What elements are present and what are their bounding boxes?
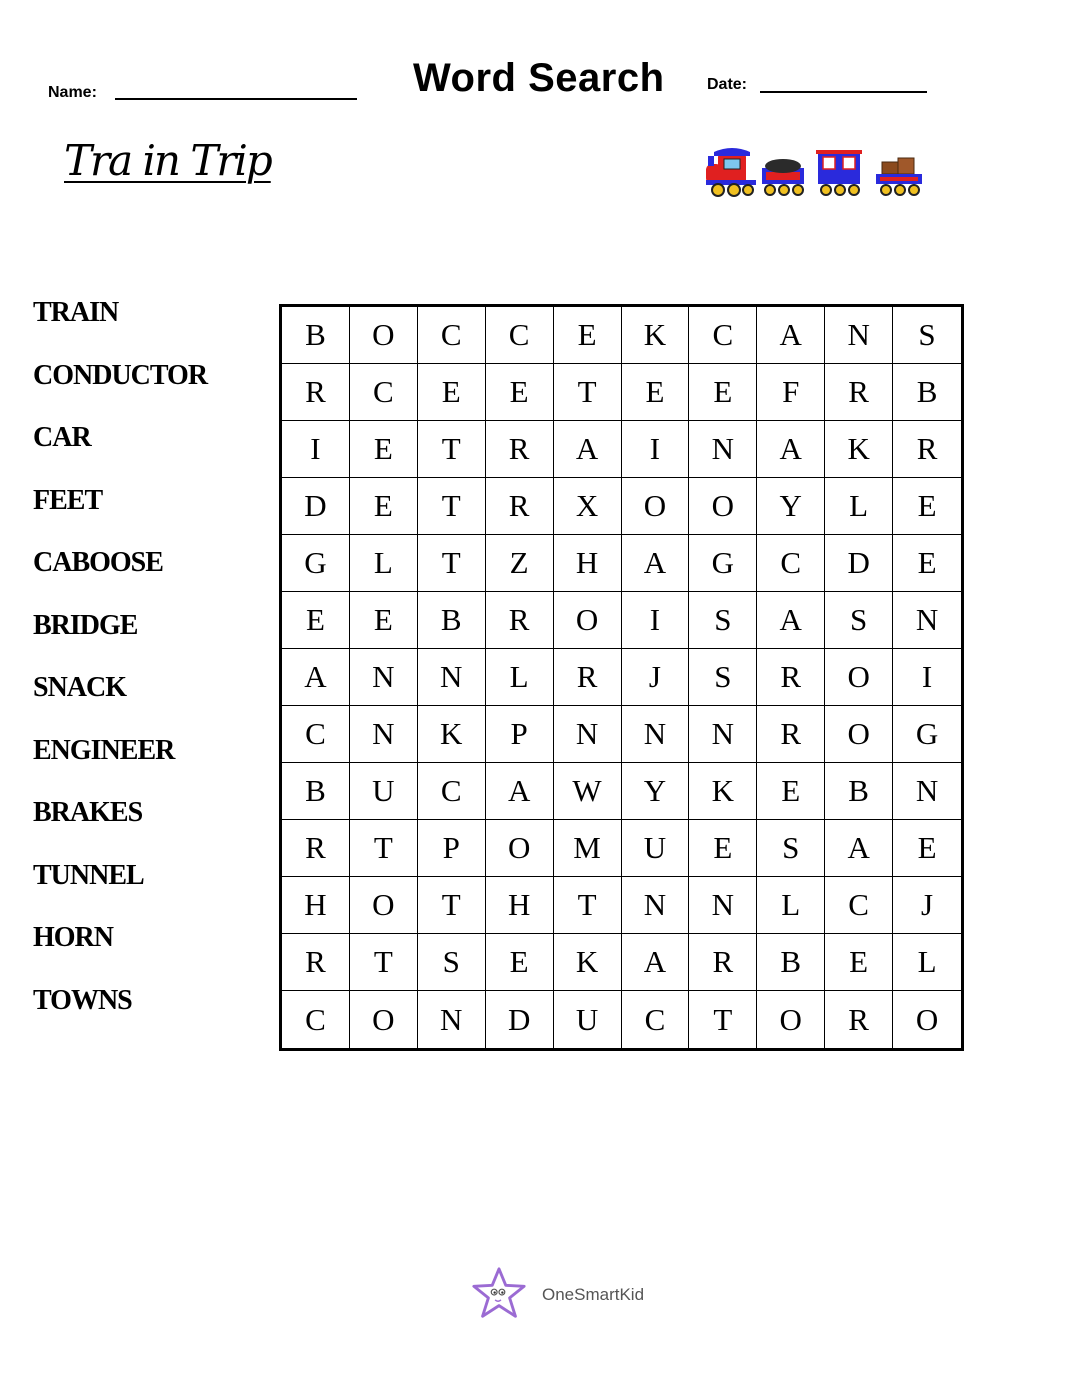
grid-cell: E (689, 364, 757, 421)
grid-cell: E (893, 478, 961, 535)
grid-cell: T (418, 421, 486, 478)
word-list-item: FEET (33, 484, 103, 516)
grid-cell: E (689, 820, 757, 877)
grid-cell: R (282, 820, 350, 877)
grid-cell: E (893, 820, 961, 877)
word-search-grid (279, 304, 964, 1051)
grid-cell: E (486, 934, 554, 991)
grid-cell: A (757, 592, 825, 649)
grid-cell: H (486, 877, 554, 934)
grid-cell: R (486, 592, 554, 649)
grid-cell: L (350, 535, 418, 592)
grid-cell: L (757, 877, 825, 934)
grid-cell: C (418, 307, 486, 364)
date-line (760, 91, 927, 93)
grid-cell: D (282, 478, 350, 535)
grid-cell: A (825, 820, 893, 877)
grid-cell: B (418, 592, 486, 649)
grid-cell: C (486, 307, 554, 364)
grid-cell: C (622, 991, 690, 1048)
word-list-item: BRAKES (33, 797, 143, 828)
word-list-item: CAR (33, 422, 91, 453)
grid-cell: T (689, 991, 757, 1048)
grid-cell: A (622, 934, 690, 991)
grid-cell: U (350, 763, 418, 820)
grid-cell: A (486, 763, 554, 820)
grid-cell: J (893, 877, 961, 934)
grid-cell: X (554, 478, 622, 535)
word-list-item: TRAIN (33, 297, 119, 328)
grid-cell: E (350, 592, 418, 649)
grid-cell: W (554, 763, 622, 820)
grid-cell: J (622, 649, 690, 706)
grid-cell: A (757, 307, 825, 364)
grid-cell: K (554, 934, 622, 991)
grid-cell: K (689, 763, 757, 820)
grid-cell: G (893, 706, 961, 763)
grid-cell: E (554, 307, 622, 364)
name-line (115, 98, 357, 100)
grid-cell: K (825, 421, 893, 478)
grid-cell: R (825, 991, 893, 1048)
grid-cell: L (893, 934, 961, 991)
grid-cell: A (622, 535, 690, 592)
grid-cell: D (486, 991, 554, 1048)
grid-cell: R (486, 421, 554, 478)
grid-cell: D (825, 535, 893, 592)
name-label: Name: (48, 84, 97, 101)
grid-cell: R (757, 706, 825, 763)
grid-cell: E (350, 478, 418, 535)
grid-cell: H (282, 877, 350, 934)
grid-cell: R (689, 934, 757, 991)
grid-cell: N (689, 877, 757, 934)
grid-cell: E (418, 364, 486, 421)
grid-cell: R (757, 649, 825, 706)
word-list (33, 296, 207, 1046)
word-list-item: BRIDGE (33, 609, 138, 641)
grid-cell: O (825, 706, 893, 763)
train-icon (704, 142, 924, 202)
grid-cell: R (893, 421, 961, 478)
grid-cell: N (418, 991, 486, 1048)
grid-cell: B (282, 307, 350, 364)
grid-cell: O (757, 991, 825, 1048)
grid-cell: I (622, 421, 690, 478)
grid-cell: O (350, 877, 418, 934)
grid-cell: O (350, 307, 418, 364)
grid-cell: G (282, 535, 350, 592)
grid-cell: L (825, 478, 893, 535)
grid-cell: N (689, 706, 757, 763)
grid-cell: C (350, 364, 418, 421)
grid-cell: E (622, 364, 690, 421)
word-list-item: TOWNS (33, 984, 132, 1016)
grid-cell: C (689, 307, 757, 364)
grid-cell: N (350, 706, 418, 763)
grid-cell: A (554, 421, 622, 478)
grid-cell: T (554, 877, 622, 934)
page-title: Word Search (413, 56, 665, 100)
grid-cell: O (486, 820, 554, 877)
word-list-item: CONDUCTOR (33, 359, 208, 391)
grid-cell: A (757, 421, 825, 478)
grid-cell: R (486, 478, 554, 535)
word-list-item: SNACK (33, 672, 127, 703)
grid-cell: T (418, 535, 486, 592)
star-mascot-icon (470, 1266, 528, 1324)
grid-cell: O (554, 592, 622, 649)
grid-cell: T (350, 934, 418, 991)
date-label: Date: (707, 76, 748, 93)
grid-cell: N (622, 877, 690, 934)
grid-cell: U (554, 991, 622, 1048)
grid-cell: U (622, 820, 690, 877)
grid-cell: Y (622, 763, 690, 820)
grid-cell: S (689, 592, 757, 649)
grid-cell: T (418, 877, 486, 934)
grid-cell: P (418, 820, 486, 877)
grid-cell: O (622, 478, 690, 535)
grid-cell: B (825, 763, 893, 820)
grid-cell: Y (757, 478, 825, 535)
word-list-item: CABOOSE (33, 547, 163, 578)
grid-cell: H (554, 535, 622, 592)
word-list-item: TUNNEL (33, 859, 144, 891)
grid-cell: B (893, 364, 961, 421)
grid-cell: N (622, 706, 690, 763)
grid-cell: C (282, 991, 350, 1048)
grid-cell: T (418, 478, 486, 535)
grid-cell: I (893, 649, 961, 706)
grid-cell: S (825, 592, 893, 649)
grid-cell: I (282, 421, 350, 478)
engine-icon (706, 148, 756, 196)
grid-cell: E (893, 535, 961, 592)
grid-cell: R (282, 934, 350, 991)
grid-cell: S (418, 934, 486, 991)
grid-cell: L (486, 649, 554, 706)
brand-footer (470, 1266, 644, 1324)
grid-cell: E (282, 592, 350, 649)
grid-cell: E (486, 364, 554, 421)
grid-cell: A (282, 649, 350, 706)
grid-cell: K (418, 706, 486, 763)
grid-cell: B (757, 934, 825, 991)
grid-cell: O (825, 649, 893, 706)
grid-cell: T (350, 820, 418, 877)
grid-cell: S (893, 307, 961, 364)
grid-cell: K (622, 307, 690, 364)
grid-cell: I (622, 592, 690, 649)
grid-cell: S (757, 820, 825, 877)
grid-cell: E (825, 934, 893, 991)
grid-cell: E (350, 421, 418, 478)
grid-cell: C (282, 706, 350, 763)
grid-cell: N (689, 421, 757, 478)
puzzle-subtitle: Tra in Trip (64, 136, 271, 185)
grid-cell: T (554, 364, 622, 421)
grid-cell: R (282, 364, 350, 421)
grid-cell: O (915, 1001, 939, 1037)
grid-cell: C (418, 763, 486, 820)
grid-cell: G (689, 535, 757, 592)
grid-cell: N (418, 649, 486, 706)
grid-cell: R (554, 649, 622, 706)
grid-cell: B (282, 763, 350, 820)
grid-cell: N (893, 763, 961, 820)
grid-cell: C (757, 535, 825, 592)
grid-cell: S (689, 649, 757, 706)
grid-cell: C (825, 877, 893, 934)
grid-cell: R (825, 364, 893, 421)
word-list-item: HORN (33, 922, 113, 953)
grid-cell: M (554, 820, 622, 877)
grid-cell: O (350, 991, 418, 1048)
passenger-car-icon (816, 150, 862, 195)
grid-cell: N (825, 307, 893, 364)
cargo-car-icon (876, 158, 922, 195)
coal-car-icon (762, 159, 804, 195)
grid-cell: F (757, 364, 825, 421)
grid-cell: E (757, 763, 825, 820)
grid-cell: Z (486, 535, 554, 592)
word-list-item: ENGINEER (33, 734, 175, 766)
grid-cell: N (350, 649, 418, 706)
grid-cell: N (554, 706, 622, 763)
brand-name: OneSmartKid (542, 1285, 645, 1304)
grid-cell: P (486, 706, 554, 763)
grid-cell: O (689, 478, 757, 535)
grid-cell: N (893, 592, 961, 649)
